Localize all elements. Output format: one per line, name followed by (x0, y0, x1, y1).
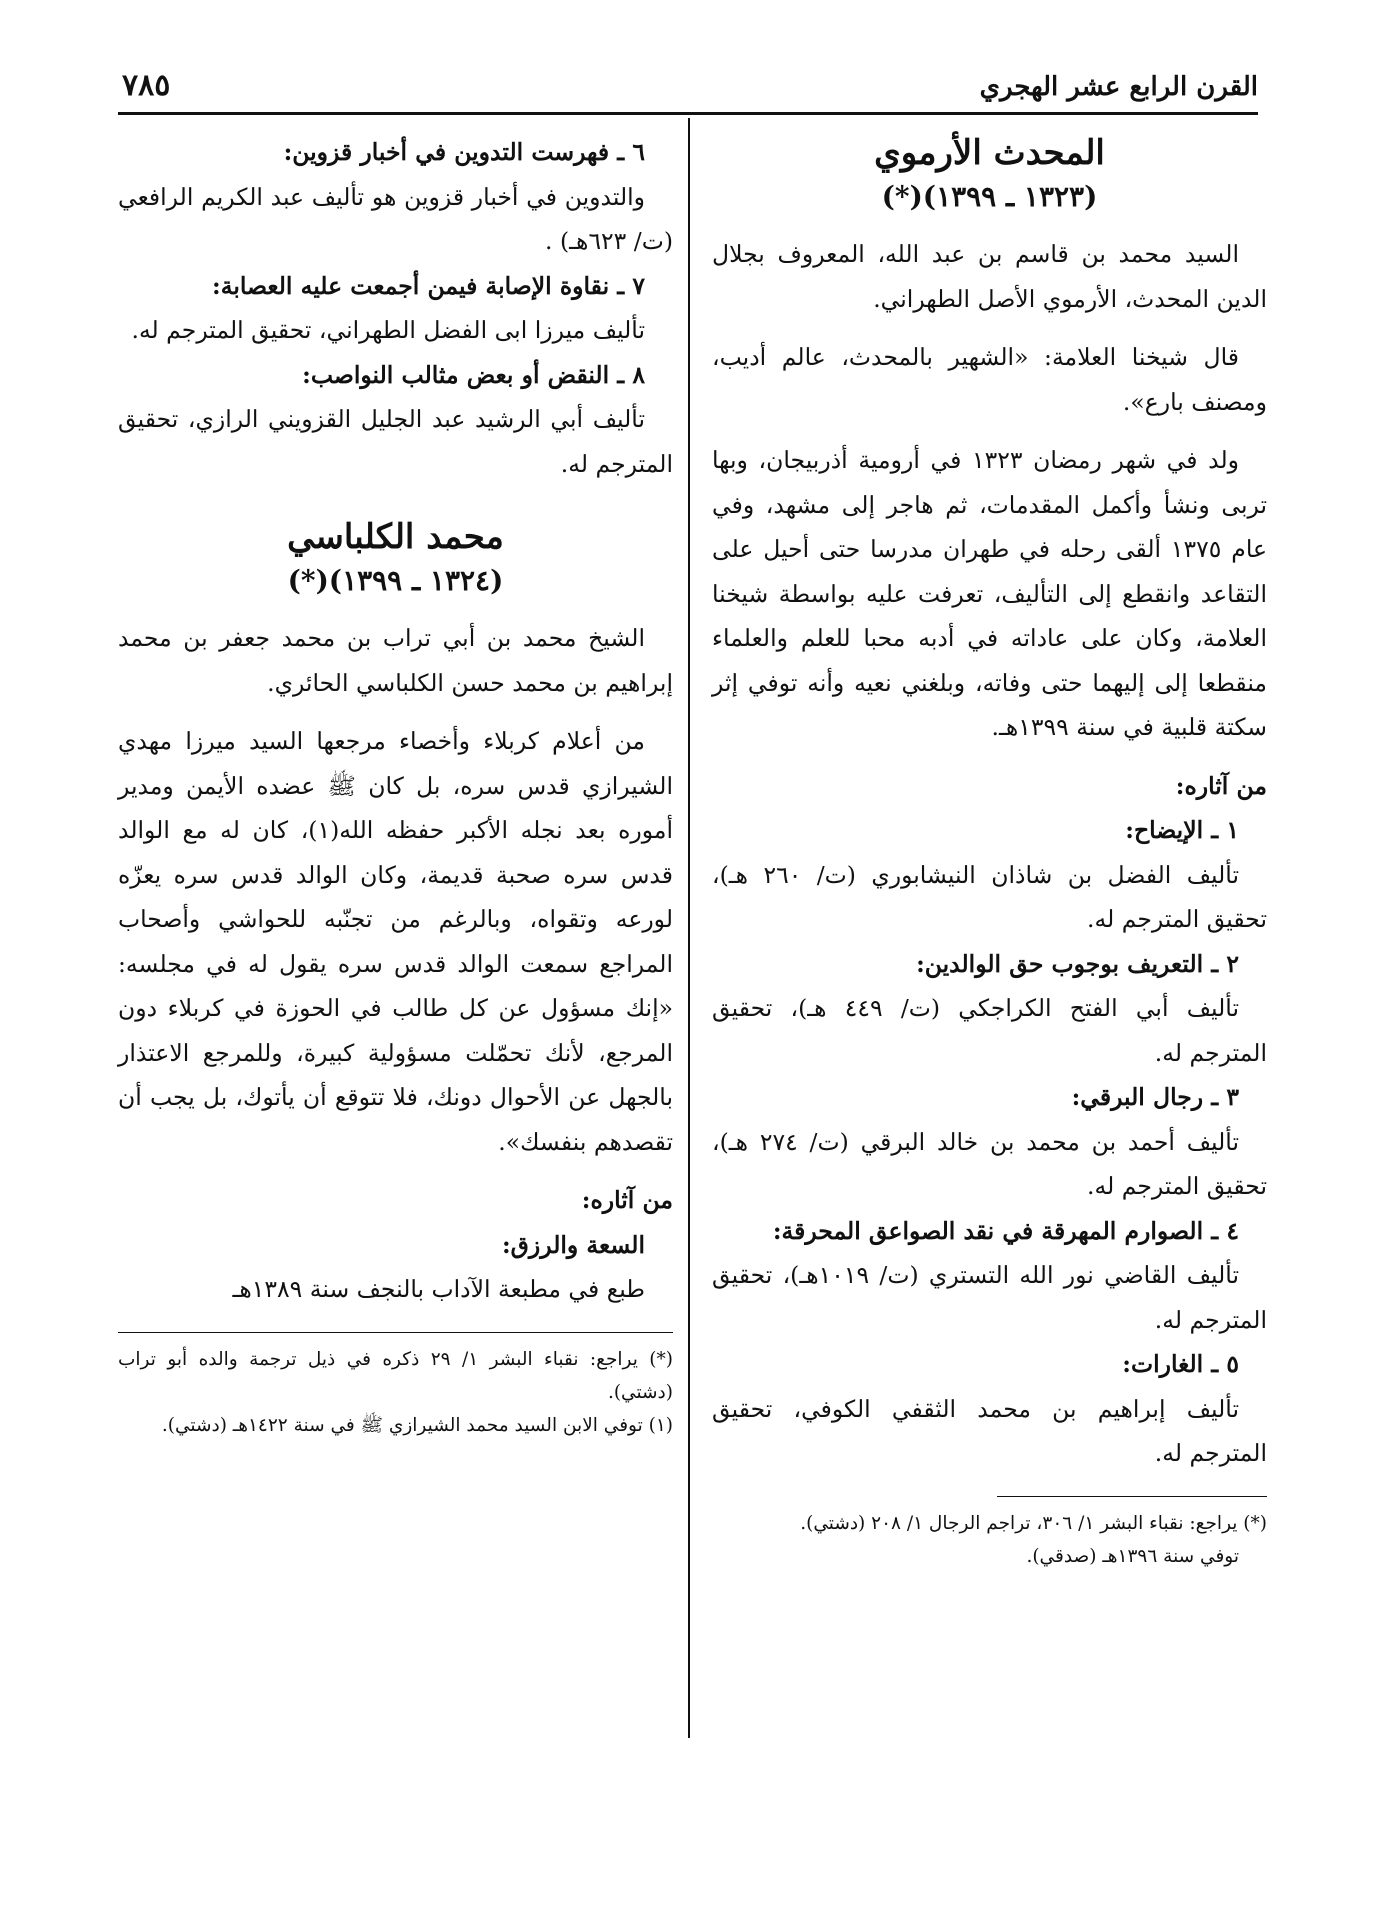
entry-title: محمد الكلباسي (287, 517, 504, 557)
entry-dates: (١٣٢٣ ـ ١٣٩٩)(*) (881, 180, 1098, 213)
footnote: توفي سنة ١٣٩٦هـ (صدقي). (1026, 1545, 1239, 1567)
work-title: ١ ـ الإيضاح: (1125, 816, 1239, 844)
work-description: تأليف ميرزا ابى الفضل الطهراني، تحقيق المترجم له. (131, 316, 645, 344)
work-description: تأليف الفضل بن شاذان النيشابوري (ت/ ٢٦٠ هـ)، تحقيق المترجم له. (712, 860, 1267, 933)
footnote: (١) توفي الابن السيد محمد الشيرازي ﷺ في سنة ١٤٢٢هـ (دشتي). (161, 1414, 673, 1436)
bio-paragraph: الشيخ محمد بن أبي تراب بن محمد جعفر بن محمد إبراهيم بن محمد حسن الكلباسي الحائري. (118, 624, 673, 697)
work-description: تأليف أبي الفتح الكراجكي (ت/ ٤٤٩ هـ)، تحقيق المترجم له. (712, 994, 1267, 1067)
left-column (118, 130, 673, 1442)
work-description: تأليف إبراهيم بن محمد الثقفي الكوفي، تحقيق المترجم له. (712, 1394, 1267, 1467)
column-divider (688, 118, 690, 1738)
work-description: طبع في مطبعة الآداب بالنجف سنة ١٣٨٩هـ (232, 1275, 645, 1303)
work-description: والتدوين في أخبار قزوين هو تأليف عبد الكريم الرافعي (ت/ ٦٢٣هـ) . (118, 182, 673, 255)
works-heading: من آثاره: (581, 1186, 673, 1214)
work-title: ٧ ـ نقاوة الإصابة فيمن أجمعت عليه العصابة: (212, 271, 645, 300)
work-title: ٦ ـ فهرست التدوين في أخبار قزوين: (283, 138, 645, 166)
bio-paragraph: من أعلام كربلاء وأخصاء مرجعها السيد ميرزا مهدي الشيرازي قدس سره، بل كان ﷺ عضده الأيمن ومدير أموره بعد نجله الأكبر حفظه الله(١)، كان له مع الوالد قدس سره صحبة قديمة، وكان الوالد قدس سره يعزّه لورعه وتقواه، وبالرغم من تجنّبه للحواشي وأصحاب المراجع سمعت الوالد قدس سره يقول له في مجلسه: «إنك مسؤول عن كل طالب في الحوزة في كربلاء دون المرجع، لأنك تحمّلت مسؤولية كبيرة، وللمرجع الاعتذار بالجهل عن الأحوال دونك، فلا تتوقع أن يأتوك، بل يجب أن تقصدهم بنفسك». (118, 727, 674, 1156)
works-heading: من آثاره: (1175, 771, 1267, 800)
bio-paragraph: السيد محمد بن قاسم بن عبد الله، المعروف بجلال الدين المحدث، الأرموي الأصل الطهراني. (712, 240, 1267, 313)
work-title: ٤ ـ الصوارم المهرقة في نقد الصواعق المحرقة: (772, 1216, 1239, 1245)
work-description: تأليف أحمد بن محمد بن خالد البرقي (ت/ ٢٧٤ هـ)، تحقيق المترجم له. (712, 1127, 1267, 1200)
bio-paragraph: قال شيخنا العلامة: «الشهير بالمحدث، عالم أديب، ومصنف بارع». (712, 343, 1267, 416)
work-description: تأليف أبي الرشيد عبد الجليل القزويني الرازي، تحقيق المترجم له. (118, 405, 673, 478)
work-title: ٨ ـ النقض أو بعض مثالب النواصب: (302, 360, 645, 389)
work-title: ٢ ـ التعريف بوجوب حق الوالدين: (916, 949, 1239, 978)
footnote-rule (997, 1496, 1267, 1497)
entry-dates: (١٣٢٤ ـ ١٣٩٩)(*) (287, 564, 504, 597)
work-description: تأليف القاضي نور الله التستري (ت/ ١٠١٩هـ)، تحقيق المترجم له. (712, 1261, 1267, 1334)
entry-title: المحدث الأرموي (874, 133, 1105, 173)
right-column (712, 130, 1267, 1573)
work-title: ٥ ـ الغارات: (1122, 1350, 1239, 1378)
footnote: (*) يراجع: نقباء البشر ١/ ٣٠٦، تراجم الرجال ١/ ٢٠٨ (دشتي). (800, 1512, 1267, 1534)
running-header (118, 68, 1258, 116)
footnote: (*) يراجع: نقباء البشر ١/ ٢٩ ذكره في ذيل ترجمة والده أبو تراب (دشتي). (118, 1348, 673, 1403)
bio-paragraph: ولد في شهر رمضان ١٣٢٣ في أرومية أذربيجان، وبها تربى ونشأ وأكمل المقدمات، ثم هاجر إلى مشهد، وفي عام ١٣٧٥ ألقى رحله في طهران مدرسا حتى أحيل على التقاعد وانقطع إلى التأليف، تعرفت عليه بواسطة شيخنا العلامة، وكان على عاداته في أدبه محبا للعلم والعلماء منقطعا إلى إليهما حتى وفاته، وبلغني نعيه وأنه توفي إثر سكتة قلبية في سنة ١٣٩٩هـ. (712, 446, 1267, 741)
work-title: ٣ ـ رجال البرقي: (1071, 1083, 1239, 1111)
work-title: السعة والرزق: (501, 1230, 645, 1259)
running-title: القرن الرابع عشر الهجري (979, 72, 1258, 102)
footnote-rule (118, 1332, 673, 1333)
page-number: ٧٨٥ (122, 68, 171, 103)
header-rule (118, 112, 1258, 115)
